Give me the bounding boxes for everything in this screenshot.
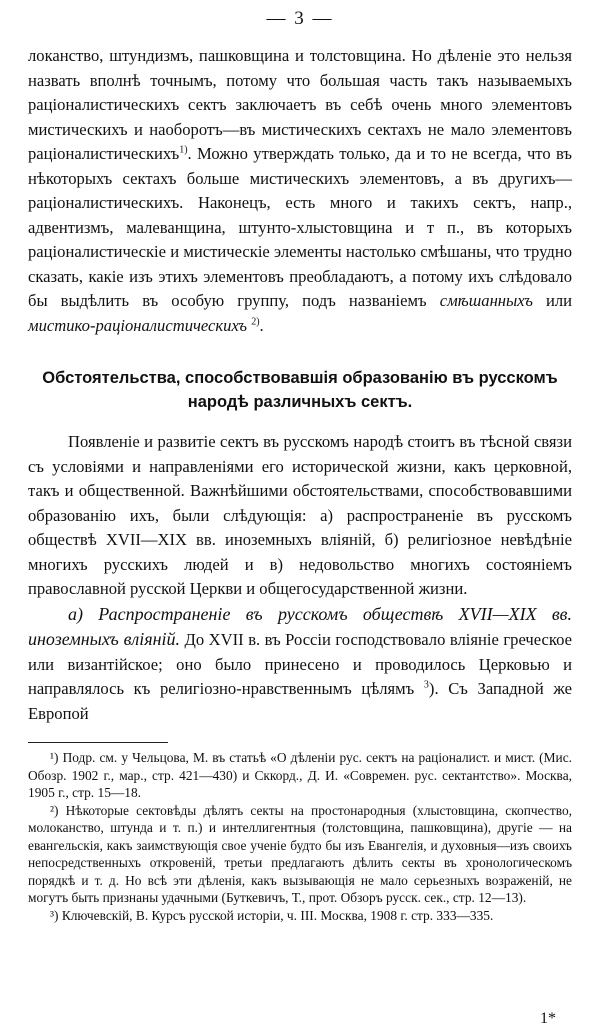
italic-term-2: мистико-раціоналистическихъ: [28, 315, 248, 335]
footnote-ref-3[interactable]: 3: [423, 679, 429, 691]
paragraph-2: Появленіе и развитіе сектъ въ русскомъ народѣ стоитъ въ тѣсной связи съ условіями и направленіями его исторической жизни, какъ церковной, такъ и общественной. Важнѣйшими обстоятельствами, способствовавшими образованію ихъ, были слѣдующія: а) распространеніе въ русскомъ обществѣ XVII—XIX вв. иноземныхъ вліяній, б) религіозное невѣдѣніе многихъ русскихъ людей и в) недовольство многихъ состояніемъ православной русской Церкви и общегосударственной жизни.: [28, 432, 572, 598]
subsection-heading: а) Распространеніе въ русскомъ обществѣ XVII—XIX вв. иноземныхъ вліяній.: [28, 603, 572, 649]
paragraph-1: локанство, штундизмъ, пашковщина и толстовщина. Но дѣленіе это нельзя назвать вполнѣ точнымъ, потому что большая часть такъ называемыхъ раціоналистическихъ сектъ заключаетъ въ себѣ очень много элементовъ мистическихъ и наоборотъ—въ мистическихъ сектахъ не мало элементовъ раціоналистическихъ$^{1)}$. Можно утверждать только, да и то не всегда, что въ нѣкоторыхъ сектахъ больше мистическихъ элементовъ, а въ другихъ—раціоналистическихъ. Наконецъ, есть много и такихъ сектъ, напр., адвентизмъ, малеванщина, штунто-хлыстовщина и т п., въ которыхъ раціоналистическіе и мистическіе элементы настолько смѣшаны, что трудно сказать, какіе изъ этихъ элементовъ преобладаютъ, а потому ихъ слѣдовало бы выдѣлить въ особую группу, подъ названіемъ смѣшанныхъ или мистико-раціоналистическихъ $^{2)}$.: [28, 46, 572, 335]
footnote-ref-1[interactable]: 1): [179, 144, 188, 156]
footnote-2: ²) Нѣкоторые сектовѣды дѣлятъ секты на простонародныя (хлыстовщина, скопчество, молоканство, штунда и т. п.) и интеллигентныя (толстовщина, пашковщина), другіе — на евангельскія, какъ заимствующія свое ученіе будто бы изъ Евангелія, и духовныя—изъ своихъ непосредственныхъ откровеній, третьи предлагаютъ дѣлить секты въ хронологическомъ порядкѣ и т. д. Но всѣ эти дѣленія, какъ вызывающія не мало серьезныхъ возраженій, не могутъ быть признаны удачными (Буткевичъ, Т., прот. Обзоръ русск. сек., стр. 12—13).: [28, 802, 572, 905]
heading-line-1: Обстоятельства, способствовавшія образованію въ русскомъ: [42, 369, 558, 387]
page-number: — 3 —: [266, 8, 334, 29]
main-text: [28, 44, 572, 726]
footnotes: [28, 749, 572, 924]
footnote-ref-2[interactable]: 2): [251, 315, 260, 327]
footnote-3: ³) Ключевскій, В. Курсъ русской исторіи, ч. III. Москва, 1908 г. стр. 333—335.: [50, 907, 494, 923]
italic-term-1: смѣшанныхъ: [439, 291, 533, 310]
footnote-divider: [28, 742, 168, 743]
signature-mark: 1*: [540, 1010, 556, 1027]
footnote-1: ¹) Подр. см. у Чельцова, М. въ статьѣ «О дѣленіи рус. сектъ на раціоналист. и мист. (Мис. Обозр. 1902 г., мар., стр. 421—430) и Сккорд., Д. И. «Современ. рус. сектантство». Москва, 1905 г., стр. 15—18.: [28, 750, 572, 800]
section-heading: [28, 366, 572, 414]
paragraph-3: а) Распространеніе въ русскомъ обществѣ XVII—XIX вв. иноземныхъ вліяній. До XVII в. въ Россіи господствовало вліяніе греческое или византійское; оно было принесено и проводилось Церковью и направлялось къ религіозно-нравственнымъ цѣлямъ $^3$). Съ Западной же Европой: [28, 603, 572, 723]
heading-line-2: народѣ различныхъ сектъ.: [187, 393, 413, 411]
